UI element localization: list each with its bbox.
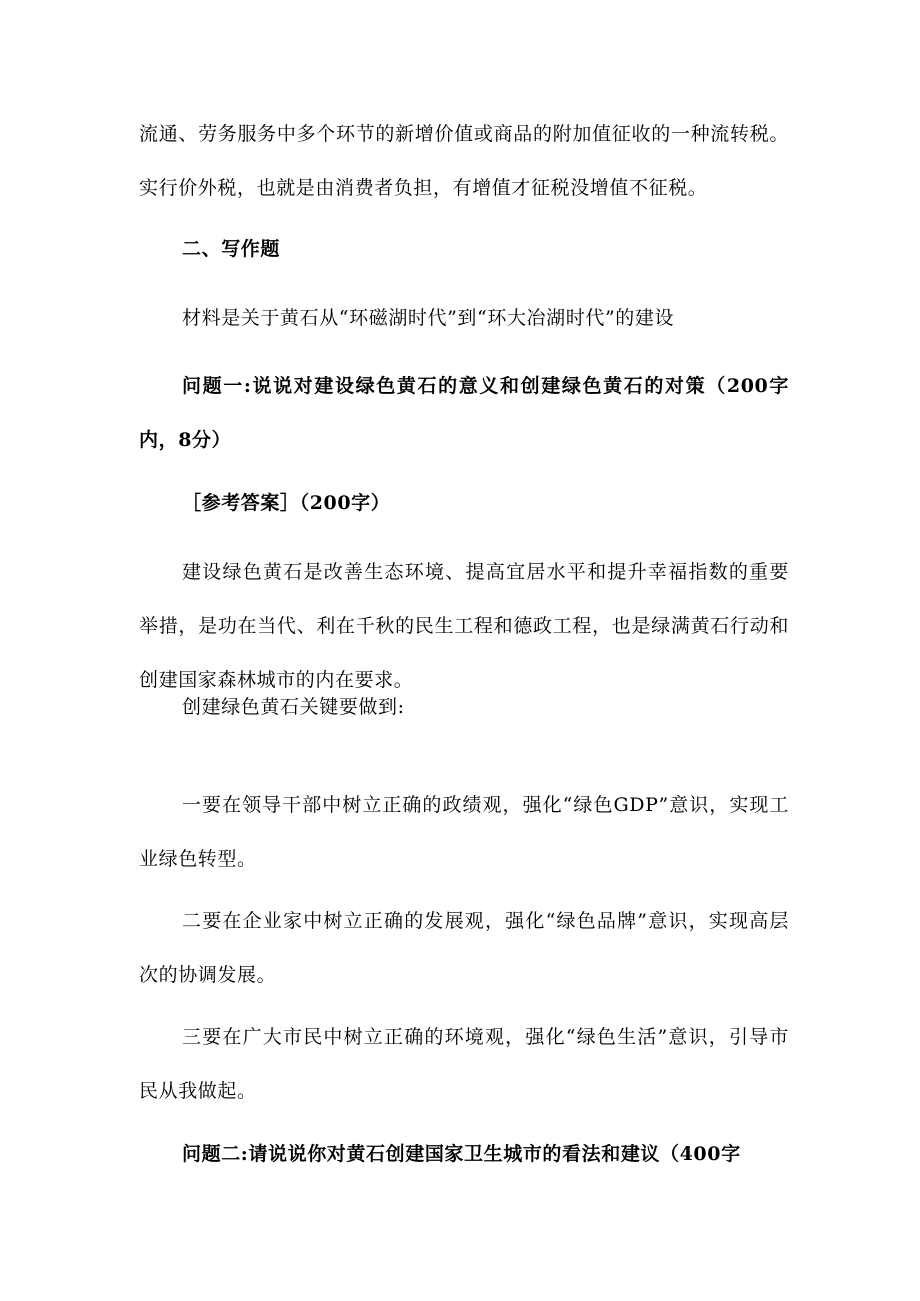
section-heading: 二、写作题 bbox=[182, 238, 281, 260]
paragraph-intro: 流通、劳务服务中多个环节的新增价值或商品的附加值征收的一种流转税。实行价外税，也就是由消费者负担，有增值才征税没增值不征税。 bbox=[139, 123, 789, 199]
answer-paragraph-5: 三要在广大市民中树立正确的环境观，强化“绿色生活”意识，引导市民从我做起。 bbox=[139, 1026, 789, 1102]
answer-paragraph-4: 二要在企业家中树立正确的发展观，强化“绿色品牌”意识，实现高层次的协调发展。 bbox=[139, 910, 789, 986]
material-paragraph: 材料是关于黄石从“环磁湖时代”到“环大冶湖时代”的建设 bbox=[182, 307, 675, 329]
answer-paragraph-3: 一要在领导干部中树立正确的政绩观，强化“绿色GDP”意识，实现工业绿色转型。 bbox=[139, 794, 789, 870]
answer-paragraph-1: 建设绿色黄石是改善生态环境、提高宜居水平和提升幸福指数的重要举措，是功在当代、利在千秋的民生工程和德政工程，也是绿满黄石行动和创建国家森林城市的内在要求。 bbox=[139, 561, 789, 691]
question-two: 问题二:请说说你对黄石创建国家卫生城市的看法和建议（400字 bbox=[182, 1143, 741, 1165]
answer-label: ［参考答案］（200字） bbox=[182, 492, 391, 514]
question-one: 问题一:说说对建设绿色黄石的意义和创建绿色黄石的对策（200字内，8分） bbox=[139, 375, 789, 451]
answer-paragraph-2: 创建绿色黄石关键要做到: bbox=[182, 696, 405, 718]
